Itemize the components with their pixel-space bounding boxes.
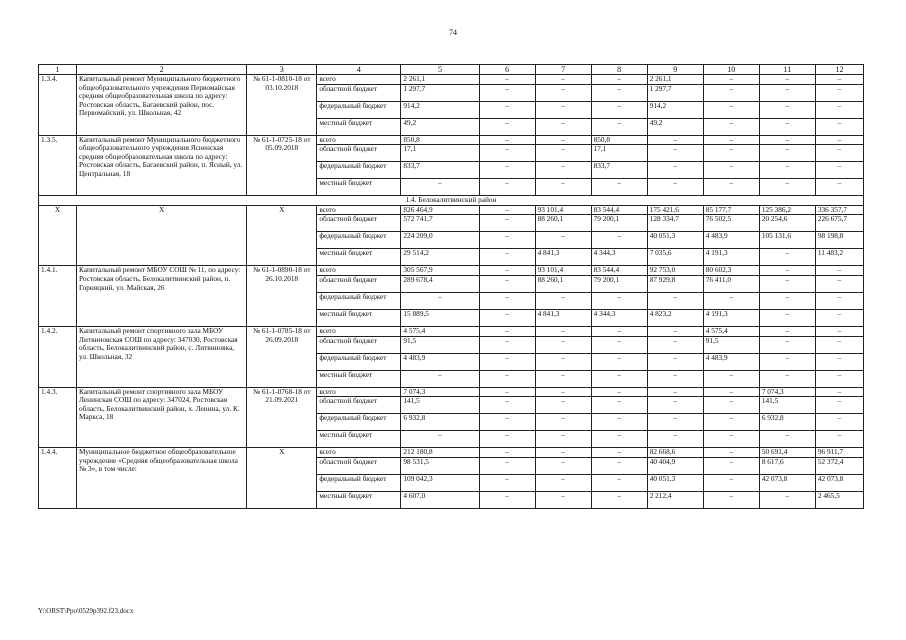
amount-cell: – <box>647 326 703 336</box>
amount-cell: – <box>591 387 647 397</box>
amount-cell: – <box>535 448 591 458</box>
amount-cell: 7 074,3 <box>759 387 815 397</box>
amount-cell: – <box>759 145 815 162</box>
budget-source-label: всего <box>317 387 401 397</box>
amount-cell: 105 131,6 <box>759 232 815 249</box>
budget-source-label: федеральный бюджет <box>317 474 401 491</box>
amount-cell: – <box>535 145 591 162</box>
object-name: Капитальный ремонт МБОУ СОШ № 11, по адресу: Ростовская область, Белокалитвинский район, п. Горняцкий, ул. Майская, 26 <box>77 266 247 327</box>
amount-cell: – <box>591 326 647 336</box>
row-number: 1.4.1. <box>39 266 77 327</box>
budget-source-label: всего <box>317 135 401 145</box>
amount-cell: 91,5 <box>703 336 759 353</box>
amount-cell: – <box>535 101 591 118</box>
amount-cell: – <box>591 292 647 309</box>
budget-source-label: всего <box>317 326 401 336</box>
amount-cell: – <box>647 292 703 309</box>
amount-cell: – <box>703 491 759 508</box>
budget-source-label: местный бюджет <box>317 431 401 448</box>
amount-cell: 92 753,0 <box>647 266 703 276</box>
amount-cell: 336 357,7 <box>815 205 863 215</box>
amount-cell: 2 261,1 <box>647 75 703 85</box>
amount-cell: – <box>647 179 703 196</box>
amount-cell: – <box>479 457 535 474</box>
document-number: № 61-1-0890-18 от 26.10.2018 <box>247 266 317 327</box>
amount-cell: – <box>479 118 535 135</box>
amount-cell: – <box>703 474 759 491</box>
budget-source-label: федеральный бюджет <box>317 101 401 118</box>
amount-cell: – <box>815 84 863 101</box>
amount-cell: – <box>815 431 863 448</box>
column-header: 7 <box>535 65 591 75</box>
amount-cell: 29 514,2 <box>401 249 479 266</box>
amount-cell: – <box>759 75 815 85</box>
amount-cell: 82 668,6 <box>647 448 703 458</box>
document-number: № 61-1-0810-18 от 03.10.2018 <box>247 75 317 136</box>
amount-cell: – <box>815 118 863 135</box>
amount-cell: – <box>815 414 863 431</box>
amount-cell: 914,2 <box>401 101 479 118</box>
amount-cell: 2 261,1 <box>401 75 479 85</box>
column-header: 3 <box>247 65 317 75</box>
amount-cell: 175 421,6 <box>647 205 703 215</box>
column-header: 5 <box>401 65 479 75</box>
amount-cell: – <box>815 387 863 397</box>
amount-cell: 305 567,9 <box>401 266 479 276</box>
amount-cell: 88 260,1 <box>535 275 591 292</box>
amount-cell: – <box>647 336 703 353</box>
amount-cell: – <box>703 387 759 397</box>
amount-cell: – <box>703 397 759 414</box>
row-number: 1.3.4. <box>39 75 77 136</box>
amount-cell: 212 180,8 <box>401 448 479 458</box>
amount-cell: – <box>703 145 759 162</box>
amount-cell: – <box>535 387 591 397</box>
amount-cell: – <box>479 397 535 414</box>
amount-cell: 76 411,0 <box>703 275 759 292</box>
section-row <box>39 196 864 206</box>
amount-cell: 87 929,8 <box>647 275 703 292</box>
column-header: 12 <box>815 65 863 75</box>
amount-cell: 20 254,6 <box>759 215 815 232</box>
amount-cell: – <box>479 292 535 309</box>
amount-cell: – <box>815 353 863 370</box>
amount-cell: – <box>703 370 759 387</box>
amount-cell: – <box>479 266 535 276</box>
amount-cell: 40 404,9 <box>647 457 703 474</box>
amount-cell: – <box>815 145 863 162</box>
budget-source-label: областной бюджет <box>317 215 401 232</box>
amount-cell: – <box>759 162 815 179</box>
amount-cell: 83 544,4 <box>591 205 647 215</box>
amount-cell: – <box>479 179 535 196</box>
budget-source-label: местный бюджет <box>317 179 401 196</box>
amount-cell: – <box>759 353 815 370</box>
amount-cell: – <box>703 118 759 135</box>
object-name: Х <box>77 205 247 266</box>
amount-cell: – <box>535 491 591 508</box>
amount-cell: 49,2 <box>647 118 703 135</box>
amount-cell: 40 051,3 <box>647 474 703 491</box>
column-header: 10 <box>703 65 759 75</box>
amount-cell: 6 932,8 <box>759 414 815 431</box>
amount-cell: – <box>647 431 703 448</box>
budget-source-label: областной бюджет <box>317 457 401 474</box>
amount-cell: – <box>535 353 591 370</box>
amount-cell: – <box>759 336 815 353</box>
amount-cell: – <box>591 431 647 448</box>
amount-cell: – <box>479 353 535 370</box>
budget-source-label: областной бюджет <box>317 336 401 353</box>
amount-cell: 226 675,7 <box>815 215 863 232</box>
amount-cell: – <box>759 249 815 266</box>
amount-cell: 4 483,9 <box>401 353 479 370</box>
amount-cell: – <box>759 275 815 292</box>
amount-cell: – <box>815 397 863 414</box>
amount-cell: 2 465,5 <box>815 491 863 508</box>
budget-source-label: областной бюджет <box>317 397 401 414</box>
budget-source-label: местный бюджет <box>317 491 401 508</box>
footer-file-path: Y:\ORST\Ppo\0529p392.f23.docx <box>38 607 134 615</box>
amount-cell: 141,5 <box>759 397 815 414</box>
amount-cell: 83 544,4 <box>591 266 647 276</box>
amount-cell: – <box>479 474 535 491</box>
amount-cell: – <box>759 84 815 101</box>
budget-source-label: всего <box>317 266 401 276</box>
amount-cell: – <box>815 101 863 118</box>
amount-cell: – <box>815 179 863 196</box>
amount-cell: 4 841,3 <box>535 249 591 266</box>
document-number: Х <box>247 448 317 509</box>
amount-cell: 826 464,9 <box>401 205 479 215</box>
row-number: 1.3.5. <box>39 135 77 196</box>
amount-cell: 79 200,1 <box>591 275 647 292</box>
amount-cell: – <box>479 84 535 101</box>
amount-cell: – <box>591 232 647 249</box>
amount-cell: – <box>591 84 647 101</box>
amount-cell: 17,1 <box>401 145 479 162</box>
amount-cell: 128 334,7 <box>647 215 703 232</box>
amount-cell: 11 483,2 <box>815 249 863 266</box>
amount-cell: – <box>647 414 703 431</box>
object-name: Капитальный ремонт спортивного зала МБОУ Ленинская СОШ по адресу: 347024, Ростовская область, Белокалитвинский район, х. Ленина, ул. К. Маркса, 18 <box>77 387 247 448</box>
amount-cell: – <box>759 118 815 135</box>
amount-cell: 850,8 <box>401 135 479 145</box>
amount-cell: – <box>479 326 535 336</box>
object-name: Капитальный ремонт Муниципального бюджетного общеобразовательного учреждения Первомайская средняя общеобразовательная школа по адресу: Ростовская область, Багаевский район, пос. Первомайский, ул. Школьная, 42 <box>77 75 247 136</box>
amount-cell: – <box>535 162 591 179</box>
amount-cell: – <box>815 292 863 309</box>
amount-cell: 4 191,3 <box>703 249 759 266</box>
amount-cell: – <box>591 336 647 353</box>
amount-cell: – <box>703 457 759 474</box>
amount-cell: – <box>759 101 815 118</box>
amount-cell: – <box>479 232 535 249</box>
budget-source-label: местный бюджет <box>317 370 401 387</box>
table-row <box>39 266 864 276</box>
amount-cell: – <box>647 353 703 370</box>
amount-cell: – <box>703 75 759 85</box>
amount-cell: 289 678,4 <box>401 275 479 292</box>
budget-source-label: всего <box>317 448 401 458</box>
amount-cell: 125 386,2 <box>759 205 815 215</box>
amount-cell: 98 531,5 <box>401 457 479 474</box>
section-title: 1.4. Белокалитвинский район <box>39 196 864 206</box>
amount-cell: – <box>535 326 591 336</box>
amount-cell: – <box>647 145 703 162</box>
object-name: Муниципальное бюджетное общеобразовательное учреждение «Средняя общеобразовательная школа № 3», в том числе: <box>77 448 247 509</box>
amount-cell: – <box>703 292 759 309</box>
amount-cell: – <box>815 135 863 145</box>
amount-cell: 4 191,3 <box>703 309 759 326</box>
amount-cell: – <box>591 474 647 491</box>
amount-cell: – <box>479 414 535 431</box>
table-row <box>39 448 864 458</box>
amount-cell: – <box>401 179 479 196</box>
amount-cell: – <box>759 309 815 326</box>
amount-cell: 93 101,4 <box>535 205 591 215</box>
budget-source-label: всего <box>317 75 401 85</box>
amount-cell: – <box>591 75 647 85</box>
amount-cell: – <box>759 491 815 508</box>
amount-cell: – <box>703 179 759 196</box>
amount-cell: 833,7 <box>401 162 479 179</box>
amount-cell: – <box>479 135 535 145</box>
amount-cell: – <box>591 397 647 414</box>
budget-source-label: всего <box>317 205 401 215</box>
amount-cell: 1 297,7 <box>401 84 479 101</box>
amount-cell: – <box>703 135 759 145</box>
amount-cell: – <box>591 448 647 458</box>
amount-cell: – <box>535 118 591 135</box>
budget-source-label: федеральный бюджет <box>317 292 401 309</box>
amount-cell: 4 823,2 <box>647 309 703 326</box>
table-row <box>39 387 864 397</box>
amount-cell: – <box>703 431 759 448</box>
amount-cell: – <box>479 448 535 458</box>
amount-cell: – <box>815 266 863 276</box>
amount-cell: – <box>647 387 703 397</box>
amount-cell: – <box>401 292 479 309</box>
amount-cell: – <box>535 232 591 249</box>
amount-cell: – <box>479 431 535 448</box>
column-header: 2 <box>77 65 247 75</box>
amount-cell: – <box>401 431 479 448</box>
amount-cell: 76 502,5 <box>703 215 759 232</box>
amount-cell: 49,2 <box>401 118 479 135</box>
column-header: 11 <box>759 65 815 75</box>
amount-cell: 98 198,8 <box>815 232 863 249</box>
amount-cell: 79 200,1 <box>591 215 647 232</box>
budget-source-label: областной бюджет <box>317 145 401 162</box>
amount-cell: 4 575,4 <box>401 326 479 336</box>
amount-cell: – <box>535 370 591 387</box>
amount-cell: – <box>479 387 535 397</box>
document-number: Х <box>247 205 317 266</box>
amount-cell: 7 074,3 <box>401 387 479 397</box>
amount-cell: – <box>535 75 591 85</box>
amount-cell: – <box>535 292 591 309</box>
document-number: № 61-1-0768-18 от 21.09.2021 <box>247 387 317 448</box>
amount-cell: – <box>815 275 863 292</box>
amount-cell: – <box>759 179 815 196</box>
amount-cell: 4 344,3 <box>591 249 647 266</box>
amount-cell: – <box>479 75 535 85</box>
amount-cell: – <box>591 353 647 370</box>
table-row <box>39 75 864 85</box>
amount-cell: – <box>535 474 591 491</box>
amount-cell: 91,5 <box>401 336 479 353</box>
column-header: 8 <box>591 65 647 75</box>
amount-cell: – <box>703 101 759 118</box>
amount-cell: 914,2 <box>647 101 703 118</box>
amount-cell: 4 483,9 <box>703 232 759 249</box>
object-name: Капитальный ремонт спортивного зала МБОУ Литвиновская СОШ по адресу: 347030, Ростовская область, Белокалитвинский район, с. Литвиновка, ул. Школьная, 32 <box>77 326 247 387</box>
header-row <box>39 65 864 75</box>
amount-cell: 40 051,3 <box>647 232 703 249</box>
amount-cell: 93 101,4 <box>535 266 591 276</box>
amount-cell: – <box>479 215 535 232</box>
row-number: 1.4.3. <box>39 387 77 448</box>
amount-cell: 88 260,1 <box>535 215 591 232</box>
amount-cell: – <box>479 162 535 179</box>
budget-source-label: областной бюджет <box>317 84 401 101</box>
amount-cell: – <box>401 370 479 387</box>
table-row <box>39 326 864 336</box>
amount-cell: 15 889,5 <box>401 309 479 326</box>
amount-cell: – <box>535 431 591 448</box>
amount-cell: 4 575,4 <box>703 326 759 336</box>
amount-cell: – <box>759 266 815 276</box>
amount-cell: 85 177,7 <box>703 205 759 215</box>
amount-cell: 4 607,0 <box>401 491 479 508</box>
amount-cell: – <box>535 397 591 414</box>
amount-cell: – <box>591 101 647 118</box>
amount-cell: – <box>647 162 703 179</box>
amount-cell: – <box>703 162 759 179</box>
page-number: 74 <box>449 28 457 37</box>
amount-cell: – <box>479 336 535 353</box>
table-row <box>39 135 864 145</box>
amount-cell: 52 372,4 <box>815 457 863 474</box>
amount-cell: – <box>591 179 647 196</box>
amount-cell: – <box>535 179 591 196</box>
amount-cell: 572 741,7 <box>401 215 479 232</box>
row-number: 1.4.4. <box>39 448 77 509</box>
amount-cell: – <box>759 431 815 448</box>
amount-cell: – <box>479 275 535 292</box>
amount-cell: 8 617,6 <box>759 457 815 474</box>
amount-cell: 7 035,6 <box>647 249 703 266</box>
amount-cell: – <box>647 370 703 387</box>
column-header: 9 <box>647 65 703 75</box>
row-number: Х <box>39 205 77 266</box>
amount-cell: – <box>535 457 591 474</box>
amount-cell: 80 602,3 <box>703 266 759 276</box>
amount-cell: 6 932,8 <box>401 414 479 431</box>
amount-cell: – <box>759 135 815 145</box>
amount-cell: 17,1 <box>591 145 647 162</box>
amount-cell: 2 212,4 <box>647 491 703 508</box>
amount-cell: – <box>703 414 759 431</box>
object-name: Капитальный ремонт Муниципального бюджетного общеобразовательного учреждения Ясненская средняя общеобразовательная школа по адресу: Ростовская область, Багаевский район, п. Ясный, ул. Центральная, 18 <box>77 135 247 196</box>
amount-cell: – <box>591 118 647 135</box>
amount-cell: – <box>647 135 703 145</box>
budget-source-label: федеральный бюджет <box>317 162 401 179</box>
table-row <box>39 205 864 215</box>
amount-cell: 224 209,0 <box>401 232 479 249</box>
amount-cell: 850,8 <box>591 135 647 145</box>
amount-cell: – <box>591 370 647 387</box>
budget-source-label: федеральный бюджет <box>317 232 401 249</box>
column-header: 6 <box>479 65 535 75</box>
column-header: 1 <box>39 65 77 75</box>
amount-cell: – <box>815 336 863 353</box>
amount-cell: – <box>815 370 863 387</box>
budget-source-label: местный бюджет <box>317 249 401 266</box>
budget-source-label: федеральный бюджет <box>317 414 401 431</box>
amount-cell: – <box>535 336 591 353</box>
amount-cell: – <box>759 292 815 309</box>
amount-cell: 4 841,3 <box>535 309 591 326</box>
budget-source-label: областной бюджет <box>317 275 401 292</box>
amount-cell: – <box>591 491 647 508</box>
amount-cell: – <box>535 414 591 431</box>
amount-cell: – <box>703 84 759 101</box>
amount-cell: 4 483,9 <box>703 353 759 370</box>
amount-cell: – <box>815 162 863 179</box>
amount-cell: – <box>479 249 535 266</box>
amount-cell: 109 042,3 <box>401 474 479 491</box>
amount-cell: – <box>479 205 535 215</box>
amount-cell: – <box>535 135 591 145</box>
amount-cell: – <box>591 414 647 431</box>
amount-cell: 1 297,7 <box>647 84 703 101</box>
amount-cell: 141,5 <box>401 397 479 414</box>
budget-source-label: федеральный бюджет <box>317 353 401 370</box>
column-header: 4 <box>317 65 401 75</box>
budget-source-label: местный бюджет <box>317 118 401 135</box>
amount-cell: – <box>815 326 863 336</box>
amount-cell: 50 691,4 <box>759 448 815 458</box>
amount-cell: 96 911,7 <box>815 448 863 458</box>
amount-cell: – <box>759 326 815 336</box>
amount-cell: – <box>479 101 535 118</box>
amount-cell: 4 344,3 <box>591 309 647 326</box>
document-number: № 61-1-0785-18 от 26.09.2018 <box>247 326 317 387</box>
amount-cell: – <box>815 75 863 85</box>
budget-table <box>38 64 864 509</box>
budget-source-label: местный бюджет <box>317 309 401 326</box>
amount-cell: – <box>647 397 703 414</box>
amount-cell: – <box>591 457 647 474</box>
amount-cell: – <box>479 309 535 326</box>
amount-cell: – <box>479 145 535 162</box>
amount-cell: – <box>815 309 863 326</box>
amount-cell: 42 073,8 <box>815 474 863 491</box>
row-number: 1.4.2. <box>39 326 77 387</box>
amount-cell: 42 073,8 <box>759 474 815 491</box>
amount-cell: – <box>703 448 759 458</box>
amount-cell: – <box>535 84 591 101</box>
document-number: № 61-1-0725-18 от 05.09.2018 <box>247 135 317 196</box>
amount-cell: 833,7 <box>591 162 647 179</box>
amount-cell: – <box>479 491 535 508</box>
amount-cell: – <box>479 370 535 387</box>
amount-cell: – <box>759 370 815 387</box>
